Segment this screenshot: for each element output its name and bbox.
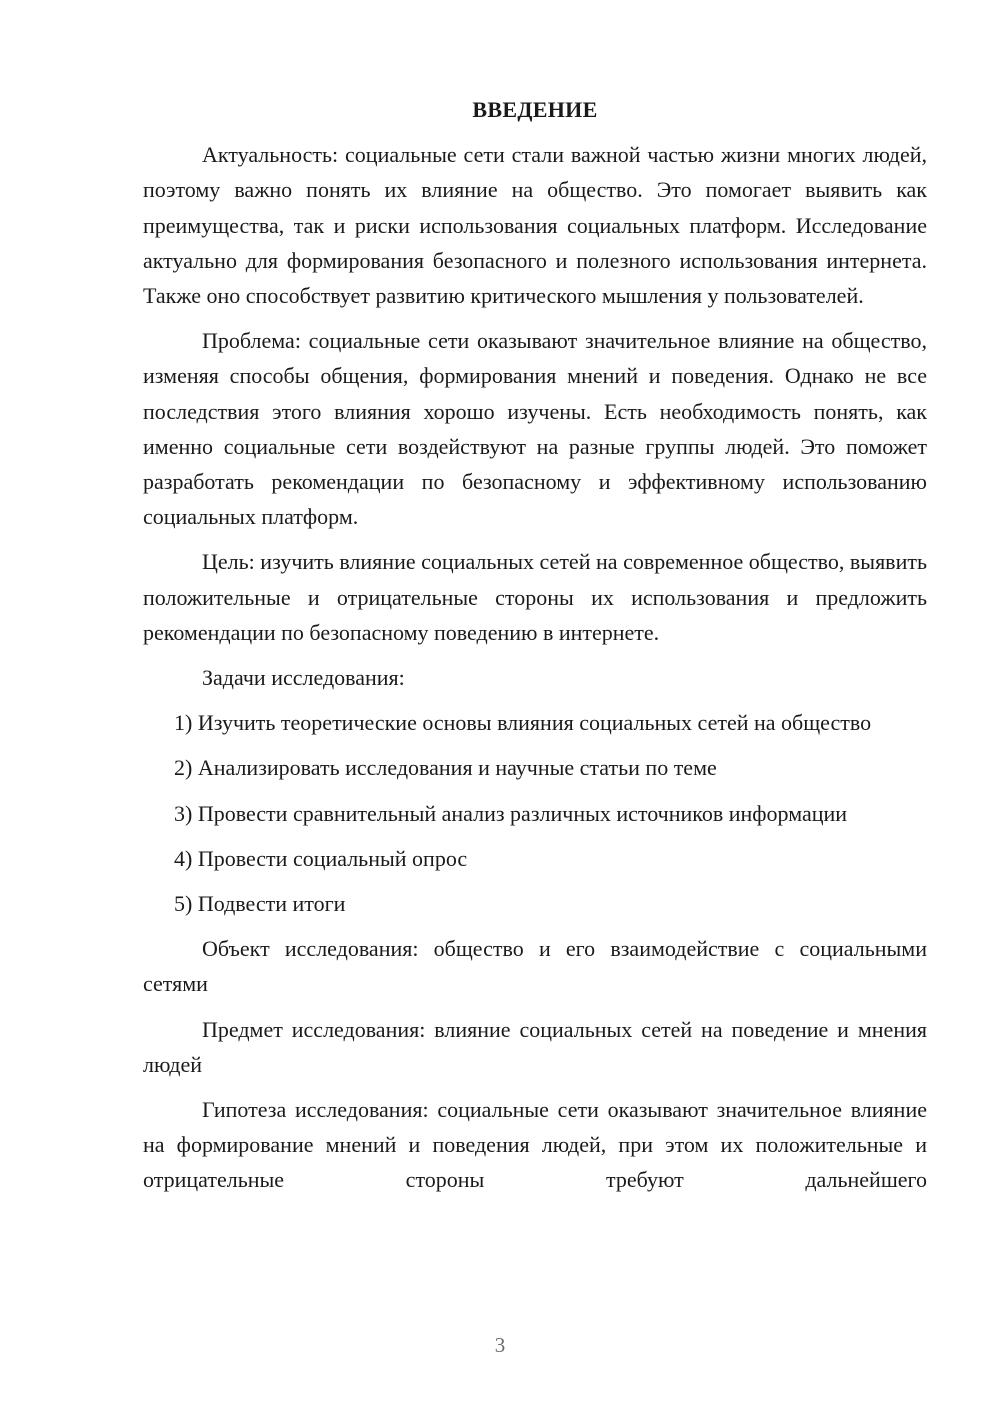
paragraph-goal: Цель: изучить влияние социальных сетей на современное общество, выявить положительные и отрицательные стороны их использования и предложить рекомендации по безопасному поведению в интернете. (143, 549, 927, 645)
page-title: ВВЕДЕНИЕ (472, 97, 598, 122)
list-item: 3) Провести сравнительный анализ различных источников информации (174, 800, 848, 826)
paragraph-hypothesis: Гипотеза исследования: социальные сети оказывают значительное влияние на формирование мнений и поведения людей, при этом их положительные и отрицательные стороны требуют дальнейшего (143, 1097, 927, 1193)
paragraph-relevance: Актуальность: социальные сети стали важной частью жизни многих людей, поэтому важно понять их влияние на общество. Это помогает выявить как преимущества, так и риски использования социальных платформ. Исследование актуально для формирования безопасного и полезного использования интернета. Также оно способствует развитию критического мышления у пользователей. (143, 142, 927, 309)
document-page (143, 92, 927, 1198)
list-item: 2) Анализировать исследования и научные статьи по теме (174, 755, 717, 781)
list-item: 5) Подвести итоги (174, 891, 346, 917)
tasks-list (143, 705, 927, 921)
list-item: 1) Изучить теоретические основы влияния социальных сетей на общество (174, 710, 872, 736)
tasks-heading: Задачи исследования: (202, 665, 405, 691)
paragraph-problem: Проблема: социальные сети оказывают значительное влияние на общество, изменяя способы общения, формирования мнений и поведения. Однако не все последствия этого влияния хорошо изучены. Есть необходимость понять, как именно социальные сети воздействуют на разные группы людей. Это поможет разработать рекомендации по безопасному и эффективному использованию социальных платформ. (143, 328, 927, 530)
page-number: 3 (494, 1333, 506, 1357)
paragraph-object: Объект исследования: общество и его взаимодействие с социальными сетями (143, 936, 927, 997)
paragraph-subject: Предмет исследования: влияние социальных сетей на поведение и мнения людей (143, 1016, 927, 1077)
list-item: 4) Провести социальный опрос (174, 845, 468, 871)
